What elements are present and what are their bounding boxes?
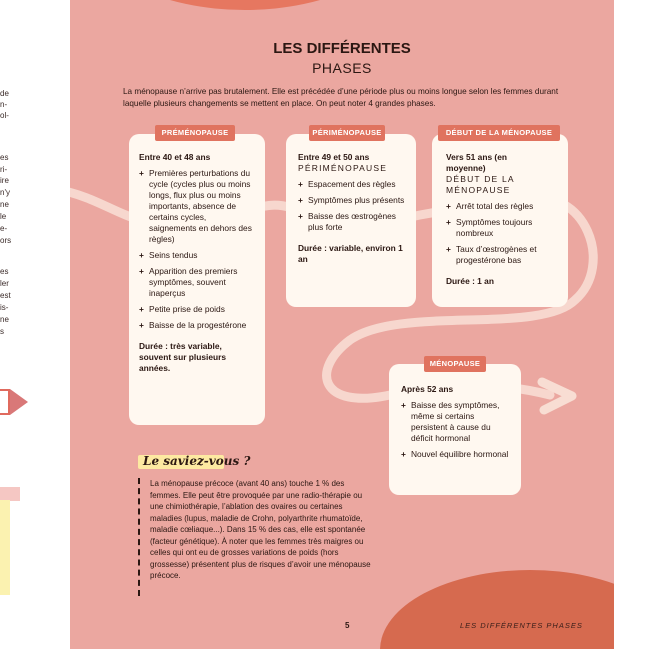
list-item: + Symptômes toujours nombreux <box>446 217 558 239</box>
tab-debut-menopause: DÉBUT DE LA MÉNOPAUSE <box>438 125 560 141</box>
saviez-vous-title: Le saviez-vous ? <box>143 454 251 468</box>
page-subtitle: PHASES <box>312 60 372 76</box>
running-title: LES DIFFÉRENTES PHASES <box>460 621 583 630</box>
fragment-text: ler <box>0 279 9 288</box>
arrow-right-icon <box>10 389 28 415</box>
card-age: Entre 40 et 48 ans <box>139 152 211 162</box>
symptom-list <box>401 400 511 460</box>
fragment-text: est <box>0 291 11 300</box>
main-page <box>70 0 614 649</box>
fragment-text: is- <box>0 303 9 312</box>
list-item: + Apparition des premiers symptômes, souvent inaperçus <box>139 266 255 299</box>
card-subtitle: PÉRIMÉNOPAUSE <box>298 163 388 173</box>
fragment-text: n- <box>0 100 8 109</box>
symptom-list <box>446 201 558 266</box>
card-subtitle: DÉBUT DE LA MÉNOPAUSE <box>446 174 515 195</box>
fragment-text: s <box>0 327 4 336</box>
decorative-strip <box>0 500 10 595</box>
list-item: + Symptômes plus présents <box>298 195 406 206</box>
fragment-text: es <box>0 267 9 276</box>
card-debut-menopause <box>432 134 568 307</box>
right-margin <box>614 0 649 649</box>
card-duration: Durée : très variable, souvent sur plusieurs années. <box>139 341 227 373</box>
page-title: LES DIFFÉRENTES <box>273 40 411 57</box>
card-duration: Durée : 1 an <box>446 276 494 286</box>
fragment-text: n'y <box>0 188 10 197</box>
decorative-strip <box>0 487 20 501</box>
card-menopause <box>389 364 521 495</box>
fragment-text: de <box>0 89 9 98</box>
list-item: + Baisse de la progestérone <box>139 320 255 331</box>
card-premenopause <box>129 134 265 425</box>
tab-premenopause: PRÉMÉNOPAUSE <box>155 125 235 141</box>
tab-menopause: MÉNOPAUSE <box>424 356 486 372</box>
card-age: Entre 49 et 50 ans <box>298 152 370 162</box>
card-age: Après 52 ans <box>401 384 454 394</box>
list-item: + Baisse des symptômes, même si certains persistent à cause du déficit hormonal <box>401 400 511 444</box>
list-item: + Seins tendus <box>139 250 255 261</box>
fragment-text: e- <box>0 224 8 233</box>
fragment-text: ire <box>0 176 9 185</box>
card-perimenopause <box>286 134 416 307</box>
intro-paragraph: La ménopause n’arrive pas brutalement. Elle est précédée d’une période plus ou moins longue selon les femmes durant laquelle plusieurs changements se mettent en place. On peut noter 4 grandes phases. <box>123 87 559 108</box>
arrow-box-decoration <box>0 389 10 415</box>
page-number: 5 <box>345 621 350 630</box>
saviez-vous-text: La ménopause précoce (avant 40 ans) touche 1 % des femmes. Elle peut être provoquée par une radio-thérapie ou une chimiothérapie, l’ablation des ovaires ou certaines maladies (lupus, maladie de Crohn, polyarthrite rhumatoïde, maladie cœliaque...). Dans 15 % des cas, elle est spontanée (facteur génétique). À noter que les femmes très maigres ou celles qui ont eu de grosses variations de poids (hors grossesse) présentent plus de risques d’avoir une ménopause précoce. <box>150 479 371 580</box>
list-item: + Petite prise de poids <box>139 304 255 315</box>
list-item: + Taux d’œstrogènes et progestérone bas <box>446 244 558 266</box>
list-item: + Premières perturbations du cycle (cycles plus ou moins longs, flux plus ou moins importants, absence de certains cycles, saignements en dehors des règles) <box>139 168 255 245</box>
symptom-list <box>139 168 255 331</box>
fragment-text: ri- <box>0 165 8 174</box>
fragment-text: ors <box>0 236 12 245</box>
list-item: + Arrêt total des règles <box>446 201 558 212</box>
card-age: Vers 51 ans (en moyenne) <box>446 152 507 173</box>
fragment-text: ne <box>0 200 9 209</box>
card-duration: Durée : variable, environ 1 an <box>298 243 403 264</box>
fragment-text: le <box>0 212 7 221</box>
previous-page-edge <box>0 0 70 649</box>
list-item: + Baisse des œstrogènes plus forte <box>298 211 406 233</box>
list-item: + Nouvel équilibre hormonal <box>401 449 511 460</box>
fragment-text: ol- <box>0 111 9 120</box>
dashed-divider <box>138 478 140 596</box>
tab-perimenopause: PÉRIMÉNOPAUSE <box>309 125 385 141</box>
list-item: + Espacement des règles <box>298 179 406 190</box>
symptom-list <box>298 179 406 233</box>
fragment-text: es <box>0 153 9 162</box>
fragment-text: ne <box>0 315 9 324</box>
